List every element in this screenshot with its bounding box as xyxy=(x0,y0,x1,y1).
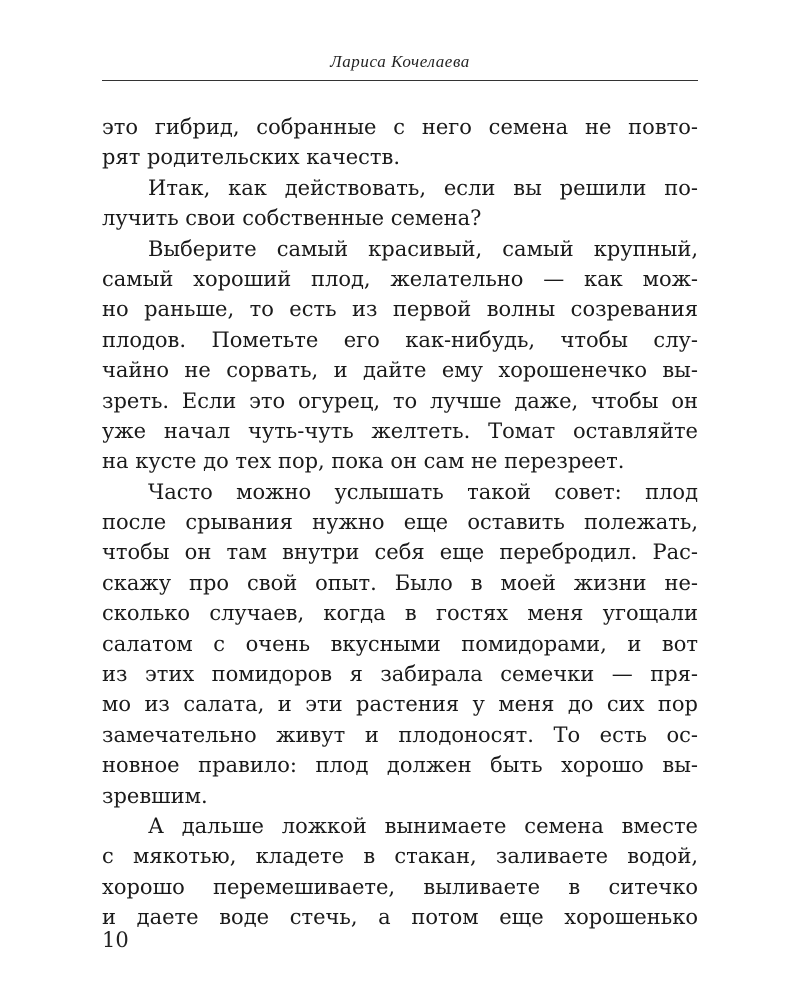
text-line: А дальше ложкой вынимаете семена вместе xyxy=(148,813,698,838)
text-line: хорошо перемешиваете, выливаете в ситечко xyxy=(102,874,698,899)
text-line: лучить свои собственные семена? xyxy=(102,206,482,231)
text-line: на кусте до тех пор, пока он сам не перезреет. xyxy=(102,449,625,474)
text-line: Итак, как действовать, если вы решили по- xyxy=(148,175,698,200)
text-line: рят родительских качеств. xyxy=(102,145,401,170)
text-line: уже начал чуть-чуть желтеть. Томат оставляйте xyxy=(102,418,698,443)
text-line: Часто можно услышать такой совет: плод xyxy=(148,479,698,504)
text-line: Выберите самый красивый, самый крупный, xyxy=(148,236,698,261)
text-line: зреть. Если это огурец, то лучше даже, чтобы он xyxy=(102,388,698,413)
text-line: после срывания нужно еще оставить полежать, xyxy=(102,510,698,535)
text-line: скажу про свой опыт. Было в моей жизни не- xyxy=(102,570,698,595)
text-line: но раньше, то есть из первой волны созревания xyxy=(102,297,698,322)
page-number: 10 xyxy=(102,928,129,952)
text-line: это гибрид, собранные с него семена не повто- xyxy=(102,115,698,139)
body-text xyxy=(102,112,698,933)
text-line: с мякотью, кладете в стакан, заливаете водой, xyxy=(102,844,698,869)
text-line: чайно не сорвать, и дайте ему хорошенечко вы- xyxy=(102,358,698,383)
text-line: чтобы он там внутри себя еще перебродил. Рас- xyxy=(102,540,698,565)
header-rule xyxy=(102,80,698,81)
text-line: мо из салата, и эти растения у меня до сих пор xyxy=(102,692,698,717)
text-line: и даете воде стечь, а потом еще хорошенько xyxy=(102,905,698,930)
text-line: из этих помидоров я забирала семечки — пря- xyxy=(102,662,698,687)
text-line: сколько случаев, когда в гостях меня угощали xyxy=(102,601,698,626)
text-line: салатом с очень вкусными помидорами, и вот xyxy=(102,631,698,656)
text-line: зревшим. xyxy=(102,783,208,808)
text-line: самый хороший плод, желательно — как мож- xyxy=(102,266,698,291)
text-line: замечательно живут и плодоносят. То есть ос- xyxy=(102,722,698,747)
text-line: новное правило: плод должен быть хорошо вы- xyxy=(102,753,698,778)
running-head-author: Лариса Кочелаева xyxy=(330,52,470,71)
text-line: плодов. Пометьте его как-нибудь, чтобы слу- xyxy=(102,327,698,352)
